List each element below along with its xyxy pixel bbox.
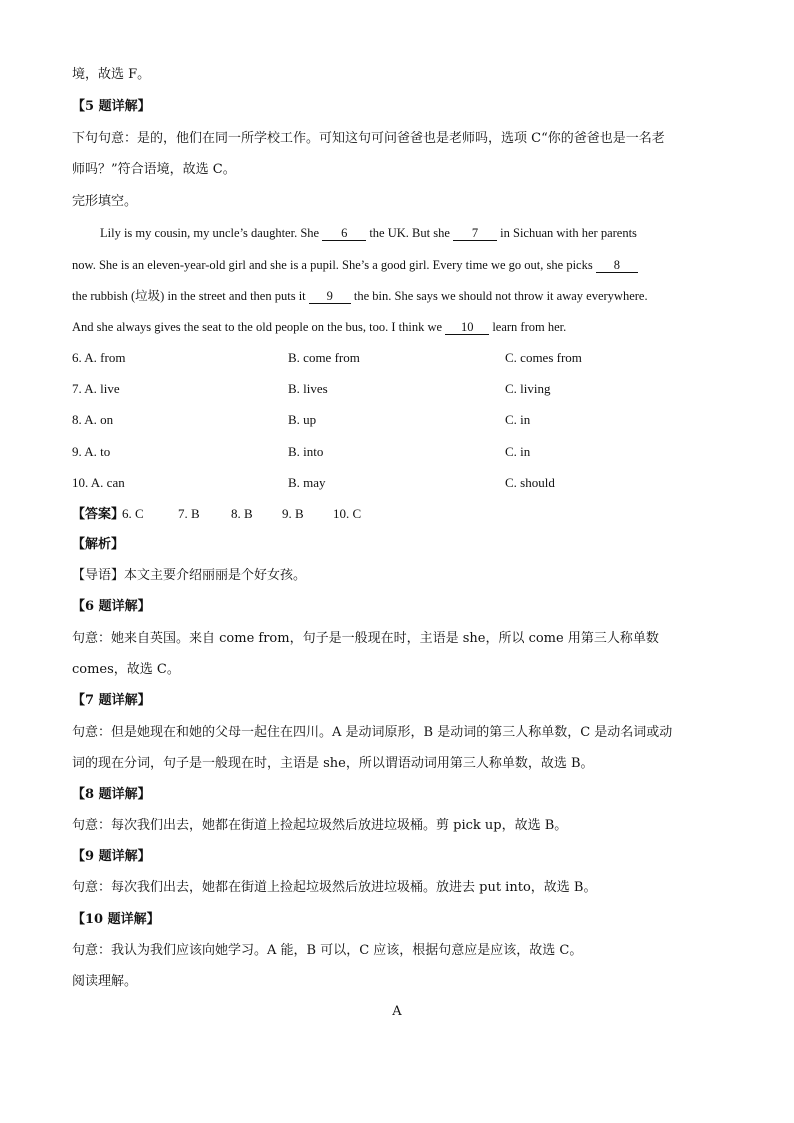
section-letter: A: [392, 1004, 402, 1019]
text-line: 境，故选 F。: [72, 67, 151, 82]
blank-8: 8: [596, 258, 638, 273]
option-b: B. may: [288, 475, 326, 490]
passage-line: now. She is an eleven-year-old girl and she is a pupil. She’s a good girl. Every time we go out, she picks 8: [72, 256, 722, 274]
text-line: comes，故选 C。: [72, 662, 180, 677]
text-line: 句意：我认为我们应该向她学习。A 能，B 可以，C 应该，根据句意应是应该，故选 C。: [72, 943, 583, 958]
section-heading: 阅读理解。: [72, 974, 138, 989]
section-heading: 【8 题详解】: [72, 787, 151, 802]
option-b: B. come from: [288, 350, 360, 365]
answer-item: 8. B: [231, 506, 253, 521]
section-heading: 【5 题详解】: [72, 99, 151, 114]
text-line: 句意：每次我们出去，她都在街道上捡起垃圾然后放进垃圾桶。剪 pick up，故选 B。: [72, 818, 568, 833]
option-b: B. into: [288, 444, 324, 459]
option-a: 9. A. to: [72, 444, 111, 459]
option-a: 8. A. on: [72, 412, 114, 427]
text-line: 句意：每次我们出去，她都在街道上捡起垃圾然后放进垃圾桶。放进去 put into，故选 B。: [72, 880, 597, 895]
text-line: 下句句意：是的，他们在同一所学校工作。可知这句可问爸爸也是老师吗，选项 C“你的爸爸也是一名老: [72, 131, 665, 146]
text-line: 【导语】本文主要介绍丽丽是个好女孩。: [72, 568, 307, 583]
option-c: C. in: [505, 412, 531, 427]
option-c: C. should: [505, 475, 555, 490]
section-heading: 【解析】: [72, 537, 125, 552]
option-c: C. living: [505, 381, 551, 396]
blank-7: 7: [453, 226, 497, 241]
section-heading: 完形填空。: [72, 194, 138, 209]
passage-line: Lily is my cousin, my uncle’s daughter. She 6 the UK. But she 7 in Sichuan with her parents: [100, 226, 637, 240]
blank-6: 6: [322, 226, 366, 241]
option-a: 7. A. live: [72, 381, 120, 396]
option-b: B. lives: [288, 381, 328, 396]
blank-10: 10: [445, 320, 489, 335]
answer-label: 【答案】: [72, 506, 125, 521]
answer-item: 6. C: [122, 506, 144, 521]
text-line: 句意：她来自英国。来自 come from，句子是一般现在时，主语是 she，所以 come 用第三人称单数: [72, 631, 659, 646]
option-c: C. in: [505, 444, 531, 459]
text-line: 句意：但是她现在和她的父母一起住在四川。A 是动词原形，B 是动词的第三人称单数，C 是动名词或动: [72, 725, 673, 740]
blank-9: 9: [309, 289, 351, 304]
text-line: 词的现在分词，句子是一般现在时，主语是 she，所以谓语动词用第三人称单数，故选 B。: [72, 756, 594, 771]
section-heading: 【9 题详解】: [72, 849, 151, 864]
answer-item: 10. C: [333, 506, 362, 521]
section-heading: 【7 题详解】: [72, 693, 151, 708]
option-b: B. up: [288, 412, 317, 427]
text-line: 师吗？”符合语境，故选 C。: [72, 162, 236, 177]
section-heading: 【10 题详解】: [72, 912, 160, 927]
passage-line: the rubbish (垃圾) in the street and then puts it 9 the bin. She says we should not throw it away everywhere.: [72, 289, 648, 303]
option-c: C. comes from: [505, 350, 582, 365]
passage-line: And she always gives the seat to the old people on the bus, too. I think we 10 learn from her.: [72, 320, 567, 334]
answer-item: 9. B: [282, 506, 304, 521]
section-heading: 【6 题详解】: [72, 599, 151, 614]
answer-item: 7. B: [178, 506, 200, 521]
option-a: 10. A. can: [72, 475, 125, 490]
option-a: 6. A. from: [72, 350, 126, 365]
